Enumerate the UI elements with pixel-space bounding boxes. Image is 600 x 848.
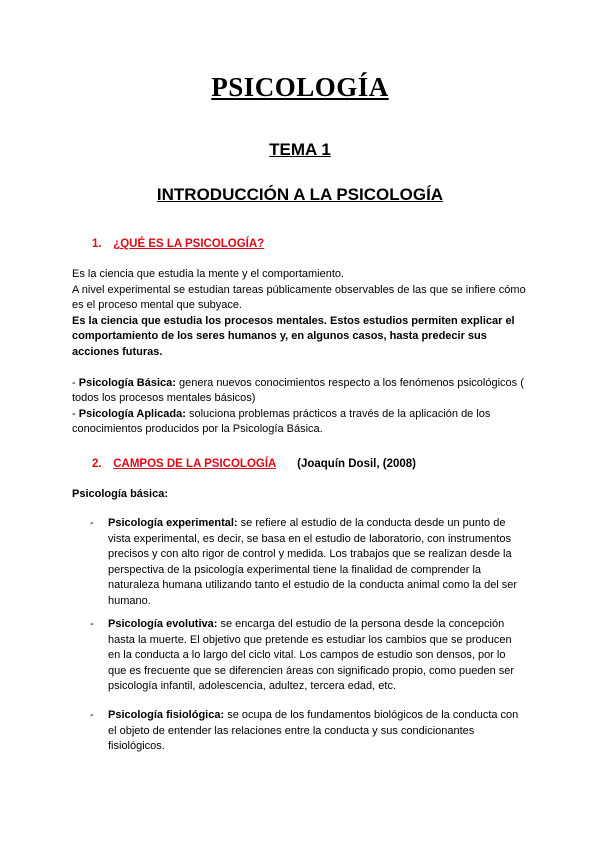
list-item-term: Psicología evolutiva: (108, 618, 218, 630)
list-item-term: Psicología fisiológica: (108, 709, 225, 721)
list-item (90, 516, 530, 606)
list-item-description: se encarga del estudio de la persona desde la concepción hasta la muerte. El objetivo que pretende es estudiar los cambios que se producen en la conducta a lo largo del ciclo vital. Los campos de estudio son densos, por lo que es frecuente que se diferencien áreas con significado propio, como pueden ser psicología infantil, adolescencia, adultez, tercera edad, etc. (108, 618, 515, 692)
basic-psychology-term: Psicología Básica: (78, 376, 176, 389)
basic-psychology-text: genera nuevos conocimientos respecto a los fenómenos psicológicos ( todos los procesos mentales básicos) (72, 376, 524, 404)
section-2-label: CAMPOS DE LA PSICOLOGÍA (113, 458, 276, 470)
dash: - (72, 376, 79, 389)
applied-psychology-term: Psicología Aplicada: (78, 407, 186, 420)
basic-psychology-subheading: Psicología básica: (72, 488, 168, 500)
spacer (72, 360, 532, 376)
list-item-text (108, 516, 523, 609)
section-1-body (72, 267, 532, 438)
section-1-label: ¿QUÉ ES LA PSICOLOGÍA? (113, 238, 265, 250)
bullet-dash: - (90, 517, 94, 529)
list-item-description: se ocupa de los fundamentos biológicos de la conducta con el objeto de entender las relaciones entre la conducta y sus condicionantes fisiológicos. (108, 709, 519, 752)
list-item (90, 708, 530, 758)
experimental-text: A nivel experimental se estudian tareas públicamente observables de las que se infiere cómo es el proceso mental que subyace. (72, 283, 526, 311)
dash: - (72, 407, 79, 420)
tema-heading: TEMA 1 (269, 140, 331, 159)
bullet-dash: - (90, 709, 94, 721)
chapter-title: INTRODUCCIÓN A LA PSICOLOGÍA (156, 185, 444, 204)
section-2-reference: (Joaquín Dosil, (2008) (297, 458, 416, 470)
list-item (90, 617, 530, 697)
document-title: PSICOLOGÍA (211, 72, 389, 102)
list-item-description: se refiere al estudio de la conducta desde un punto de vista experimental, es decir, se basa en el estudio de laboratorio, con instrumentos precisos y con alto rigor de control y medida. Los trabajos que se realizan desde la perspectiva de la psicología experimental tiene la finalidad de comprender la naturaleza humana utilizando tanto el estudio de la conducta animal como la del ser humano. (108, 517, 518, 607)
list-item-text (108, 708, 523, 755)
section-1-heading (92, 238, 264, 250)
definition-text: Es la ciencia que estudia la mente y el comportamiento. (72, 268, 345, 280)
applied-psychology-text: soluciona problemas prácticos a través de la aplicación de los conocimientos producidos por la Psicología Básica. (72, 407, 491, 435)
list-item-term: Psicología experimental: (108, 517, 238, 529)
bullet-dash: - (90, 618, 94, 630)
section-2-number: 2. (92, 458, 102, 470)
section-1-number: 1. (92, 238, 102, 250)
applied-psychology-line (72, 407, 532, 438)
basic-psychology-line (72, 376, 532, 407)
bold-statement: Es la ciencia que estudia los procesos mentales. Estos estudios permiten explicar el comportamiento de los seres humanos y, en algunos casos, hasta predecir sus acciones futuras. (72, 314, 515, 358)
list-item-text (108, 617, 523, 695)
section-2-heading (92, 458, 416, 470)
